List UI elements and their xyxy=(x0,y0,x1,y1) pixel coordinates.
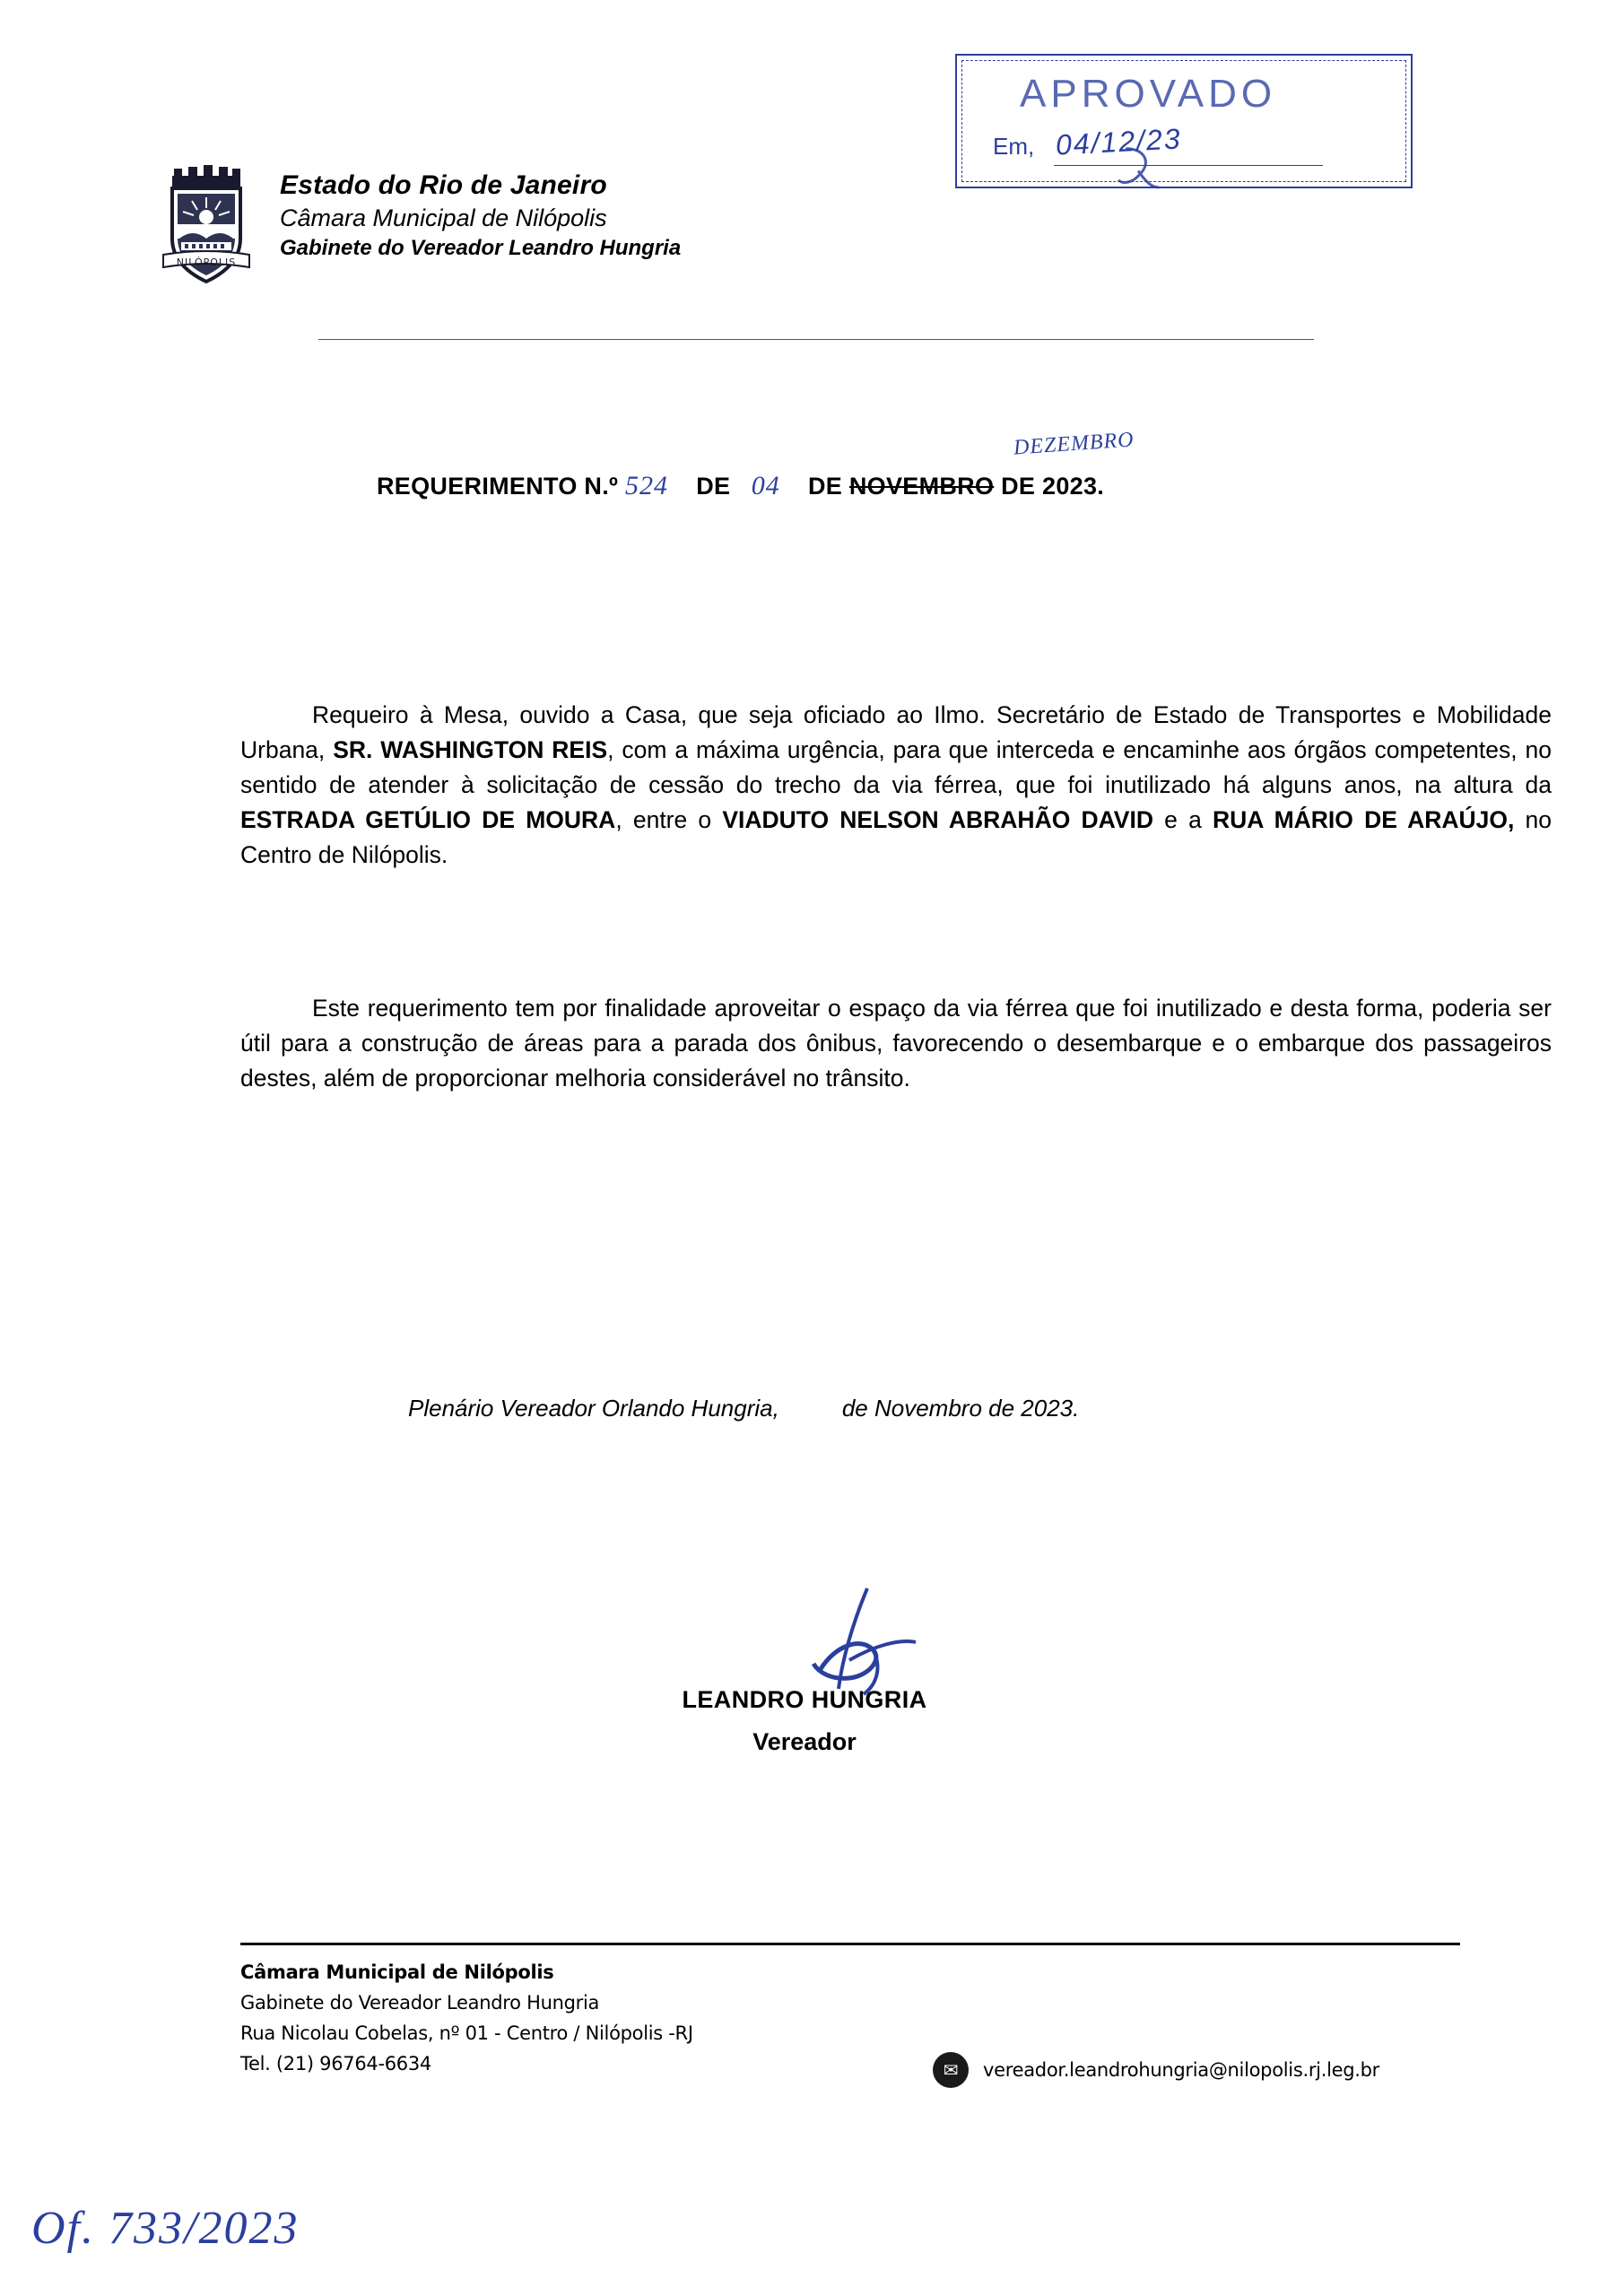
stamp-date-label: Em, xyxy=(993,133,1035,160)
svg-text:NILÓPOLIS: NILÓPOLIS xyxy=(176,257,237,268)
title-month-printed: NOVEMBRO xyxy=(848,473,995,500)
approval-stamp xyxy=(955,54,1413,188)
p1-text-3: , entre o xyxy=(615,805,723,833)
p2-text: Este requerimento tem por finalidade aproveitar o espaço da via férrea que foi inutilizado e desta forma, poderia ser útil para a construção de áreas para a parada dos ônibus, favorecendo o desembarque e o embarque dos passageiros destes, além de proporcionar melhoria considerável no trânsito. xyxy=(240,995,1552,1091)
p1-text-2: , com a máxima urgência, para que interceda e encaminhe aos órgãos competentes, no sentido de atender à solicitação de cessão do trecho da via férrea, que foi inutilizado há alguns anos, na altura da xyxy=(240,735,1552,798)
p1-text-5: no Centro de Nilópolis. xyxy=(240,805,1552,868)
plenary-suffix: de Novembro de 2023. xyxy=(841,1395,1080,1422)
footer-address-block xyxy=(240,1957,693,2079)
document-title xyxy=(377,471,1104,501)
stamp-signature-mark xyxy=(1109,140,1181,213)
title-month-handwritten: DEZEMBRO xyxy=(1013,428,1135,460)
title-de-2: DE xyxy=(807,473,843,500)
stamp-date-underline xyxy=(1054,165,1323,166)
plenary-line xyxy=(408,1395,1079,1422)
signature-role: Vereador xyxy=(752,1728,857,1755)
title-day-handwritten: 04 xyxy=(751,471,780,500)
footer-line-1: Câmara Municipal de Nilópolis xyxy=(240,1961,554,1983)
title-number-handwritten: 524 xyxy=(625,471,668,500)
footer-email-text: vereador.leandrohungria@nilopolis.rj.leg.br xyxy=(983,2059,1380,2081)
header-office-title: Gabinete do Vereador Leandro Hungria xyxy=(280,235,682,260)
header-chamber-title: Câmara Municipal de Nilópolis xyxy=(280,204,607,231)
header-state-title: Estado do Rio de Janeiro xyxy=(280,170,607,200)
body-paragraph-1 xyxy=(240,698,1552,873)
footer-divider xyxy=(240,1943,1460,1945)
p1-bold-3: VIADUTO NELSON ABRAHÃO DAVID xyxy=(722,805,1153,833)
p1-bold-2: ESTRADA GETÚLIO DE MOURA xyxy=(240,805,616,833)
p1-bold-1: SR. WASHINGTON REIS xyxy=(333,735,608,763)
p1-text-4: e a xyxy=(1152,805,1213,833)
title-suffix: DE 2023. xyxy=(1001,473,1105,500)
footer-email-block xyxy=(933,2052,1379,2088)
footer-line-2: Gabinete do Vereador Leandro Hungria xyxy=(240,1992,600,2014)
stamp-approved-label: APROVADO xyxy=(1020,72,1277,116)
city-coat-of-arms-icon xyxy=(152,161,260,296)
envelope-icon: ✉ xyxy=(933,2052,969,2088)
footer-line-3: Rua Nicolau Cobelas, nº 01 - Centro / Nilópolis -RJ xyxy=(240,2022,693,2045)
title-de-1: DE xyxy=(696,473,731,500)
p1-text-1: Requeiro à Mesa, ouvido a Casa, que seja oficiado ao Ilmo. Secretário de Estado de Transportes e Mobilidade Urbana, xyxy=(240,701,1552,763)
footer-line-4: Tel. (21) 96764-6634 xyxy=(240,2053,431,2075)
header-divider xyxy=(318,339,1314,340)
signature-name: LEANDRO HUNGRIA xyxy=(682,1686,927,1713)
p1-bold-4: RUA MÁRIO DE ARAÚJO, xyxy=(1212,805,1515,833)
title-prefix: REQUERIMENTO N.º xyxy=(377,473,619,500)
bottom-handwritten-annotation: Of. 733/2023 xyxy=(31,2203,300,2254)
body-paragraph-2 xyxy=(240,991,1552,1096)
header-text-block xyxy=(280,161,681,263)
stamp-date-handwritten: 04/12/23 xyxy=(1055,122,1183,161)
plenary-prefix: Plenário Vereador Orlando Hungria, xyxy=(408,1395,779,1422)
